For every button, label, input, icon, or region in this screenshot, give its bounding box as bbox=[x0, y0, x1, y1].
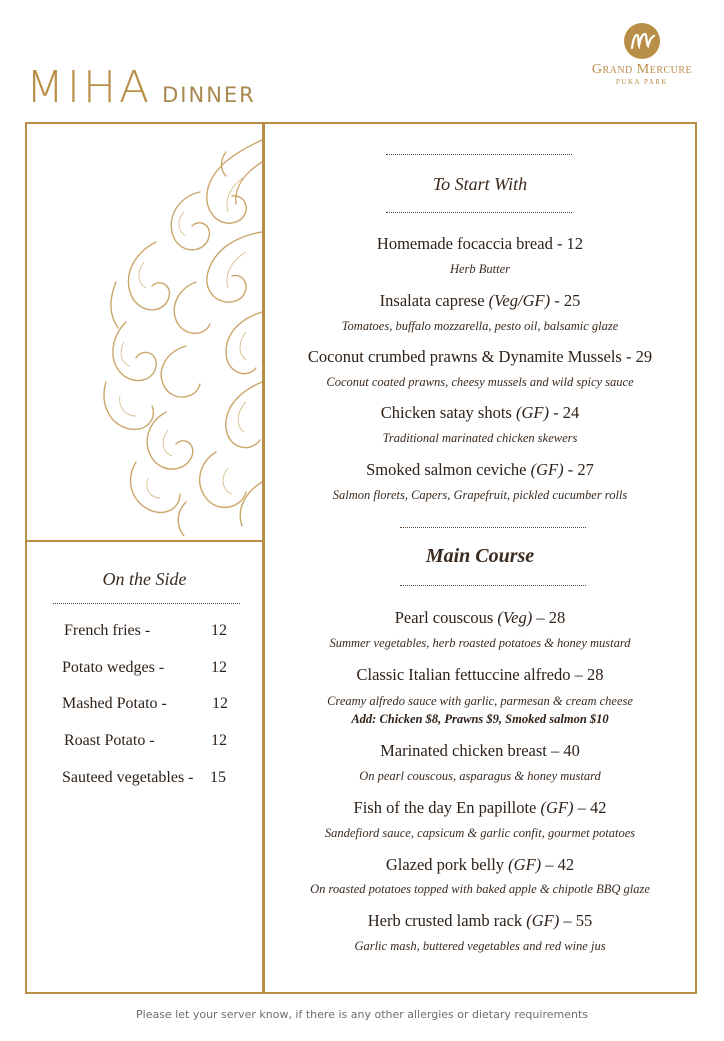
allergy-note: Please let your server know, if there is any other allergies or dietary requirements bbox=[136, 1008, 588, 1021]
restaurant-name: MIHA bbox=[26, 62, 153, 113]
starter-dish-name: Smoked salmon ceviche (GF) - 27 bbox=[366, 460, 594, 479]
starter-dish-desc: Traditional marinated chicken skewers bbox=[382, 431, 578, 445]
mains-top-rule bbox=[400, 527, 586, 528]
side-dishes-section bbox=[27, 542, 262, 604]
side-item-name: Potato wedges - bbox=[62, 659, 165, 676]
side-item-price: 12 bbox=[212, 695, 228, 712]
starter-dish-name: Chicken satay shots (GF) - 24 bbox=[380, 403, 580, 422]
starters-title: To Start With bbox=[432, 174, 528, 194]
starter-dish-desc: Coconut coated prawns, cheesy mussels and wild spicy sauce bbox=[326, 375, 634, 389]
main-dish-name: Classic Italian fettuccine alfredo – 28 bbox=[356, 665, 604, 684]
starter-dish-desc: Tomatoes, buffalo mozzarella, pesto oil, balsamic glaze bbox=[341, 319, 619, 333]
starters-bottom-rule bbox=[386, 212, 572, 213]
main-dish-desc: Garlic mash, buttered vegetables and red wine jus bbox=[354, 939, 606, 953]
side-item-name: Sauteed vegetables - bbox=[62, 769, 194, 786]
starter-dish-desc: Salmon florets, Capers, Grapefruit, pickled cucumber rolls bbox=[332, 488, 628, 502]
main-dish-desc: Sandefiord sauce, capsicum & garlic confit, gourmet potatoes bbox=[324, 826, 636, 840]
logo-emblem-icon bbox=[623, 22, 661, 60]
menu-title bbox=[26, 62, 256, 113]
side-item-name: Roast Potato - bbox=[64, 732, 155, 749]
side-dotted-rule bbox=[53, 603, 240, 604]
hotel-location: PUKA PARK bbox=[616, 78, 668, 86]
decorative-ornament-icon bbox=[96, 132, 262, 536]
mains-bottom-rule bbox=[400, 585, 586, 586]
main-dish-name: Fish of the day En papillote (GF) – 42 bbox=[353, 798, 607, 817]
main-dish-desc: Summer vegetables, herb roasted potatoes & honey mustard bbox=[329, 636, 631, 650]
menu-subtitle: DINNER bbox=[162, 83, 256, 107]
main-dish-desc: On pearl couscous, asparagus & honey mustard bbox=[359, 769, 601, 783]
main-dish-name: Marinated chicken breast – 40 bbox=[380, 741, 580, 760]
side-item-price: 15 bbox=[210, 769, 226, 786]
starter-dish-name: Homemade focaccia bread - 12 bbox=[376, 234, 584, 253]
side-item-name: Mashed Potato - bbox=[62, 695, 167, 712]
side-item-price: 12 bbox=[211, 622, 227, 639]
hotel-name: Grand Mercure bbox=[591, 62, 693, 77]
starter-dish-desc: Herb Butter bbox=[449, 262, 511, 276]
side-item-name: French fries - bbox=[64, 622, 151, 639]
side-item-price: 12 bbox=[211, 659, 227, 676]
main-dish-desc: Creamy alfredo sauce with garlic, parmesan & cream cheese bbox=[327, 694, 633, 708]
side-item-price: 12 bbox=[211, 732, 227, 749]
main-dish-addon: Add: Chicken $8, Prawns $9, Smoked salmon $10 bbox=[351, 712, 609, 726]
starter-dish-name: Coconut crumbed prawns & Dynamite Mussels - 29 bbox=[307, 347, 653, 366]
starters-top-rule bbox=[386, 154, 572, 155]
hotel-logo bbox=[572, 22, 712, 86]
mains-title: Main Course bbox=[425, 545, 535, 567]
starter-dish-name: Insalata caprese (Veg/GF) - 25 bbox=[379, 291, 581, 310]
main-dish-name: Pearl couscous (Veg) – 28 bbox=[394, 608, 566, 627]
main-dish-name: Herb crusted lamb rack (GF) – 55 bbox=[367, 911, 593, 930]
main-dish-name: Glazed pork belly (GF) – 42 bbox=[385, 855, 575, 874]
side-section-title: On the Side bbox=[102, 569, 187, 589]
main-dish-desc: On roasted potatoes topped with baked apple & chipotle BBQ glaze bbox=[310, 882, 650, 896]
